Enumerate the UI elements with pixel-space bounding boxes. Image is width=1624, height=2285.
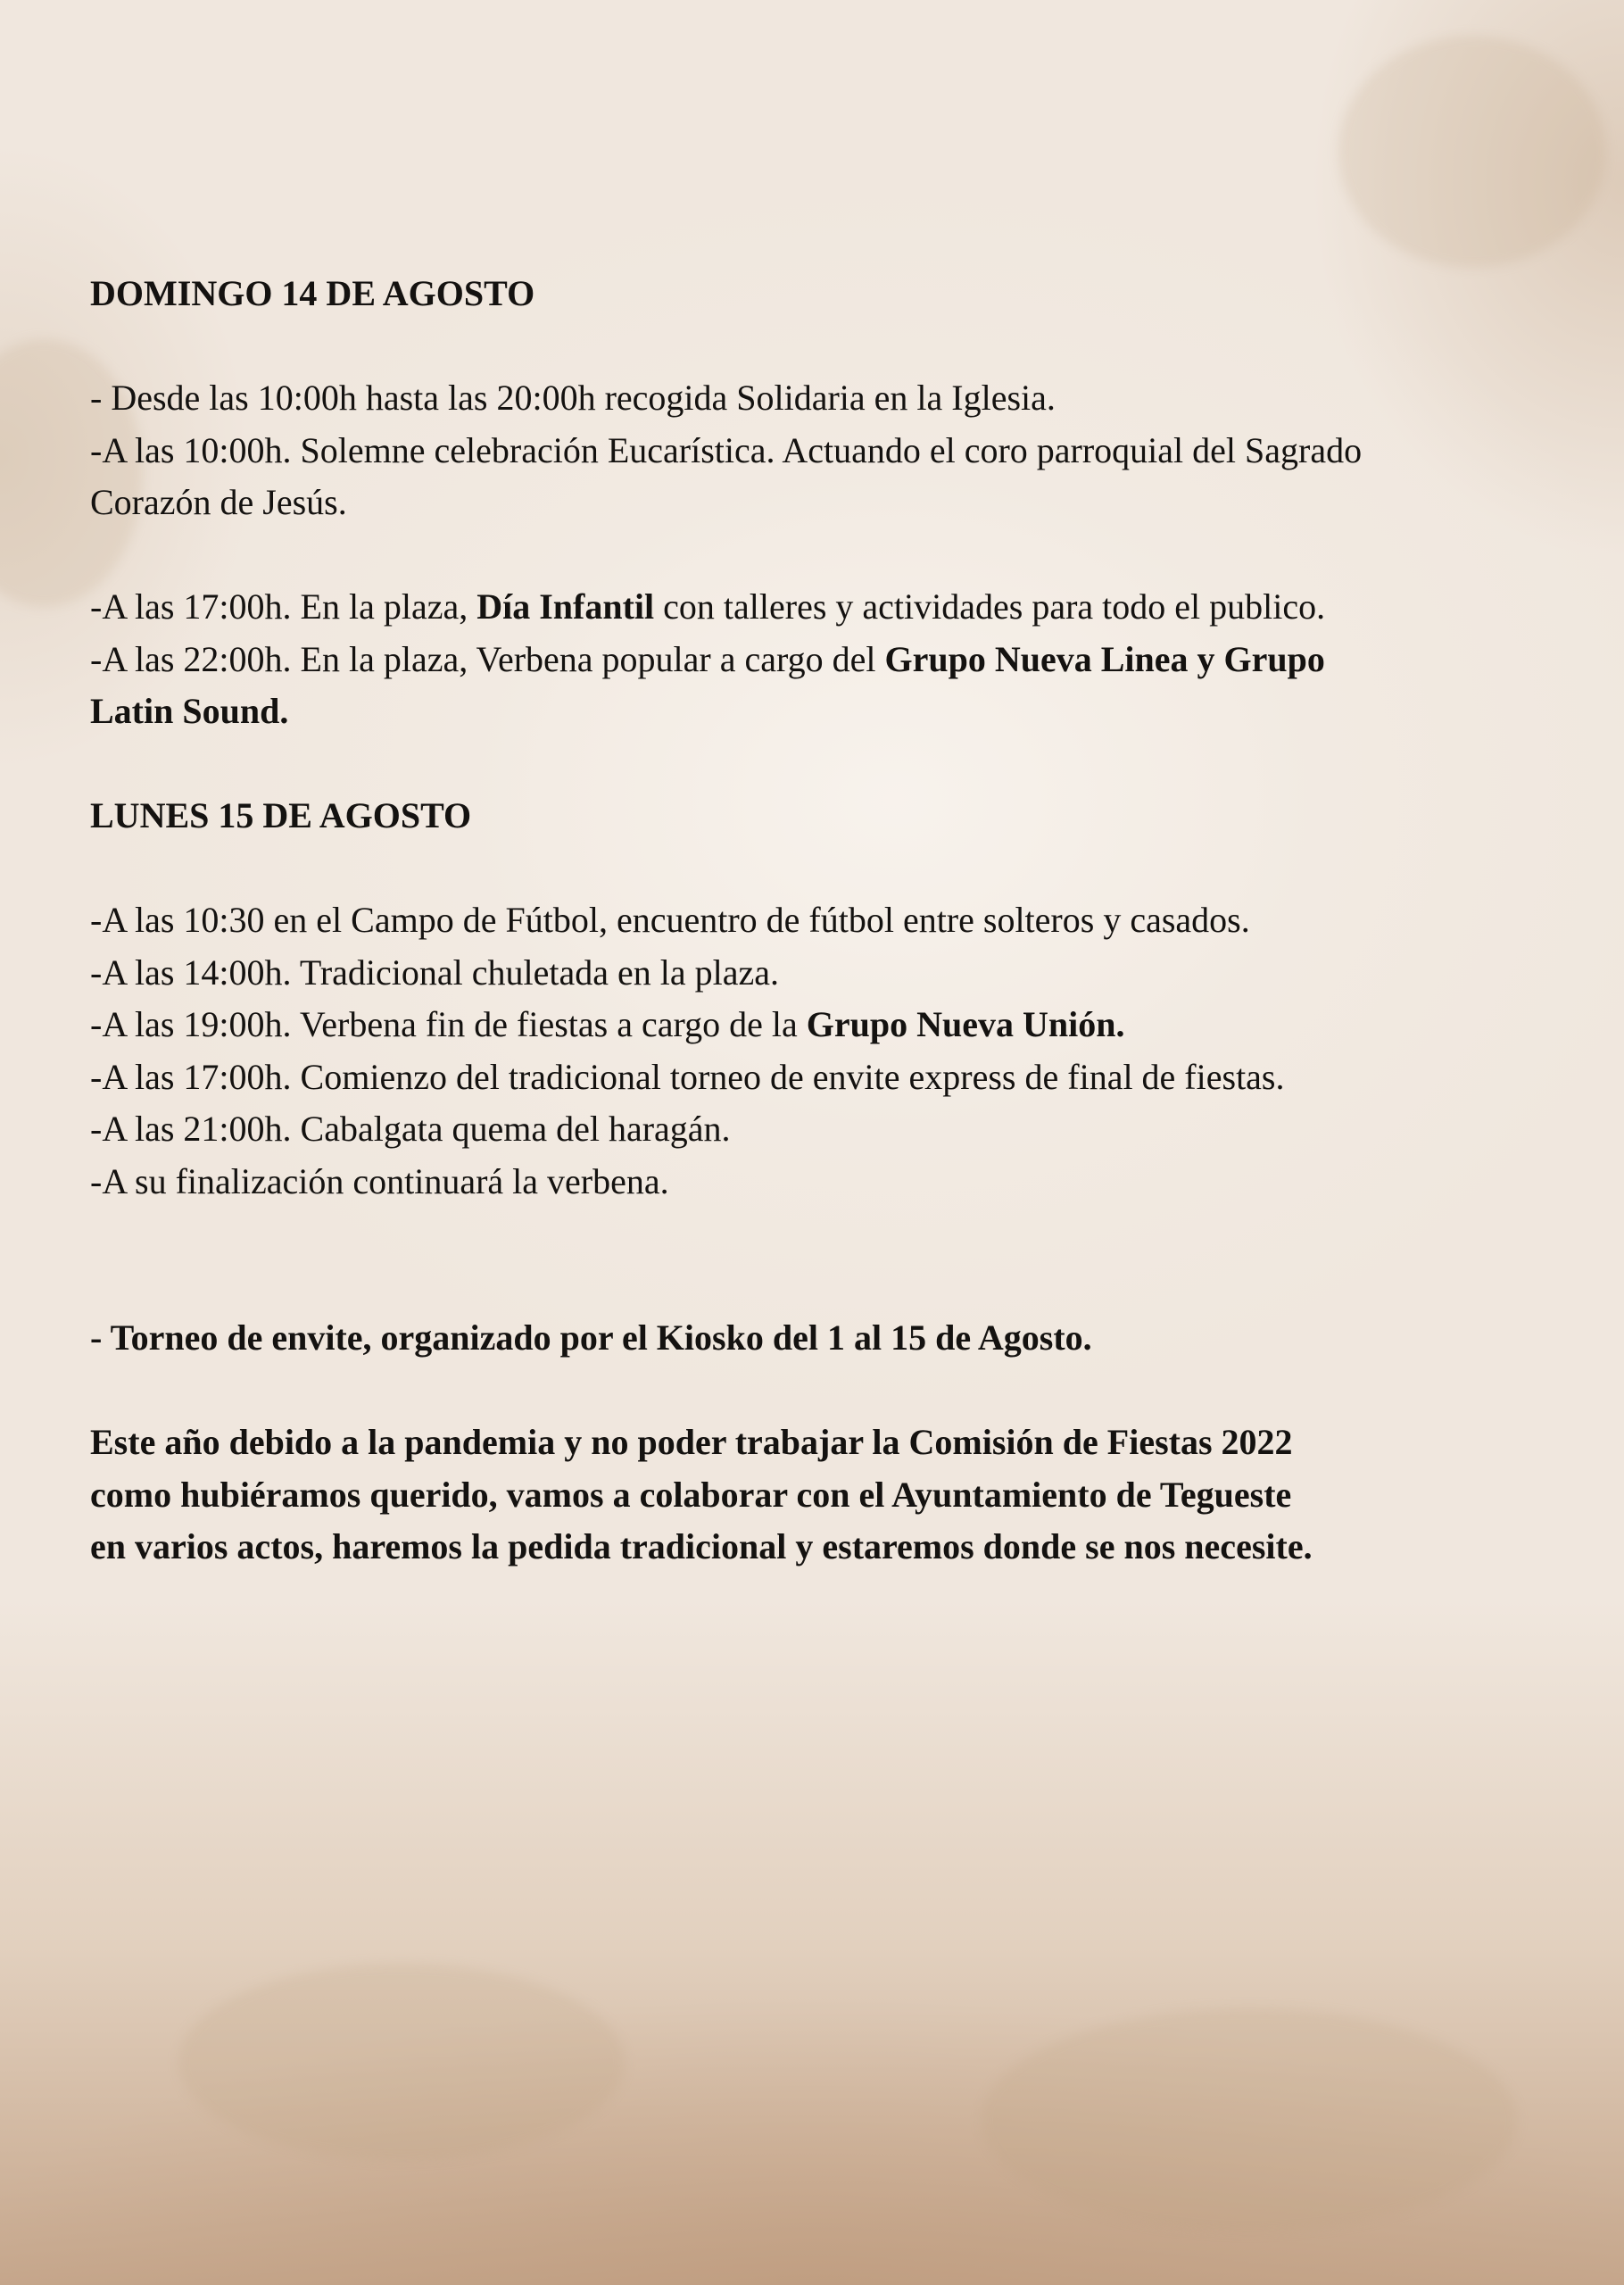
closing-note-line	[90, 1417, 1554, 1469]
torneo-text: - Torneo de envite, organizado por el Kiosko del 1 al 15 de Agosto.	[90, 1317, 1092, 1358]
spacer	[90, 738, 1554, 791]
paper-stain	[1338, 36, 1606, 268]
closing-note-text: Este año debido a la pandemia y no poder trabajar la Comisión de Fiestas 2022	[90, 1422, 1293, 1462]
day-heading-lunes: LUNES 15 DE AGOSTO	[90, 795, 472, 835]
closing-note-text: como hubiéramos querido, vamos a colaborar con el Ayuntamiento de Tegueste	[90, 1474, 1292, 1515]
event-line	[90, 581, 1554, 634]
closing-note-line	[90, 1469, 1554, 1522]
event-text: -A las 17:00h. En la plaza,	[90, 586, 477, 627]
event-line	[90, 999, 1554, 1051]
torneo-note	[90, 1312, 1554, 1365]
event-line	[90, 634, 1554, 686]
spacer	[90, 529, 1554, 582]
spacer	[90, 1208, 1554, 1312]
event-line: - Desde las 10:00h hasta las 20:00h recogida Solidaria en la Iglesia.	[90, 378, 1056, 418]
event-line: -A las 17:00h. Comienzo del tradicional torneo de envite express de final de fiestas.	[90, 1056, 1285, 1097]
closing-note-line	[90, 1521, 1554, 1574]
closing-note-text: en varios actos, haremos la pedida tradicional y estaremos donde se nos necesite.	[90, 1526, 1313, 1566]
event-line: -A las 21:00h. Cabalgata quema del haragán.	[90, 1109, 731, 1149]
schedule-content	[90, 268, 1554, 1574]
spacer	[90, 1365, 1554, 1417]
event-highlight: Día Infantil	[476, 586, 655, 627]
event-line: -A su finalización continuará la verbena.	[90, 1160, 669, 1201]
event-line: -A las 14:00h. Tradicional chuletada en la plaza.	[90, 951, 780, 993]
event-highlight: Grupo Nueva Linea y Grupo	[884, 638, 1325, 679]
paper-stain	[178, 1964, 625, 2160]
event-text: con talleres y actividades para todo el publico.	[654, 586, 1326, 627]
event-line: -A las 10:00h. Solemne celebración Eucarística. Actuando el coro parroquial del Sagrado	[90, 429, 1363, 470]
event-text: -A las 19:00h. Verbena fin de fiestas a cargo de la	[90, 1004, 807, 1044]
event-line: -A las 10:30 en el Campo de Fútbol, encuentro de fútbol entre solteros y casados.	[90, 900, 1250, 940]
spacer	[90, 843, 1554, 895]
paper-stain	[982, 2008, 1517, 2231]
spacer	[90, 320, 1554, 373]
day-heading-domingo: DOMINGO 14 DE AGOSTO	[90, 273, 535, 313]
event-line: Corazón de Jesús.	[90, 482, 347, 522]
event-highlight: Latin Sound.	[90, 691, 289, 731]
event-highlight: Grupo Nueva Unión.	[806, 1004, 1125, 1044]
event-text: -A las 22:00h. En la plaza, Verbena popular a cargo del	[90, 638, 885, 679]
event-line	[90, 686, 1554, 738]
